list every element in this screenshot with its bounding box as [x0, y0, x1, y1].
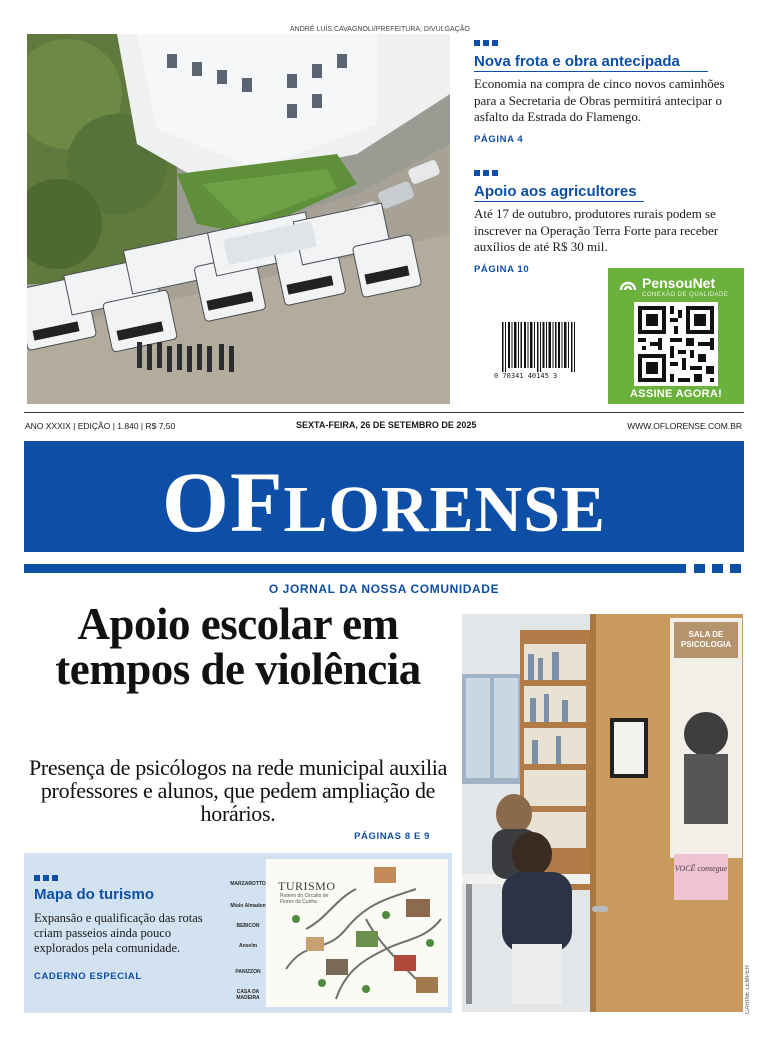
side-story-body: Até 17 de outubro, produtores rurais podem se inscrever na Operação Terra Forte para receber auxílios de até R$ 30 mil. — [474, 206, 719, 254]
edition-info: ANO XXXIX | EDIÇÃO | 1.840 | R$ 7,50 — [25, 421, 176, 431]
subscription-ad[interactable] — [608, 268, 744, 404]
trucks-photo-illustration — [27, 34, 450, 404]
photo-credit: ANDRÉ LUÍS CAVAGNOLI/PREFEITURA, DIVULGAÇÃO — [290, 26, 470, 33]
side-story-title[interactable]: Apoio aos agricultores — [474, 183, 637, 200]
qr-code[interactable] — [634, 302, 718, 386]
title-letter-f: F — [229, 454, 284, 550]
title-rest: LORENSE — [283, 473, 606, 546]
main-headline[interactable]: Apoio escolar em tempos de violência — [55, 599, 421, 694]
title-letter-o: O — [162, 454, 230, 550]
sponsor-logo: PANIZZON — [235, 969, 261, 975]
website-link[interactable]: WWW.OFLORENSE.COM.BR — [627, 421, 742, 431]
tourism-map[interactable] — [266, 859, 448, 1007]
tourism-page-link[interactable]: CADERNO ESPECIAL — [34, 971, 142, 982]
sponsor-logo: Miolo Almaden — [230, 903, 266, 909]
door-card-text: VOCÊ consegue — [674, 864, 728, 873]
newspaper-title — [24, 452, 744, 552]
sponsor-logo: Anselm — [238, 943, 258, 949]
side-story-body: Economia na compra de cinco novos caminhões para a Secretaria de Obras permitirá antecipar o asfalto da Estrada do Flamengo. — [474, 76, 725, 124]
side-story-title[interactable]: Nova frota e obra antecipada — [474, 53, 680, 70]
sponsor-logo: MARZAROTTO — [230, 881, 266, 887]
slogan: O JORNAL DA NOSSA COMUNIDADE — [268, 582, 500, 596]
subscribe-cta[interactable]: ASSINE AGORA! — [629, 388, 723, 400]
map-subtitle: Roteiro do Circuito de Flores da Cunha — [280, 893, 329, 905]
brand-name: PensouNet — [642, 275, 716, 291]
sponsor-logo: CASA DA MADEIRA — [236, 989, 260, 1001]
masthead-bar — [24, 564, 686, 573]
side-story-page-link[interactable]: PÁGINA 10 — [474, 264, 530, 275]
tourism-section[interactable] — [24, 853, 452, 1013]
tourism-body: Expansão e qualificação das rotas criam passeios ainda pouco explorados pela comunidade. — [34, 911, 203, 955]
section-dots — [474, 40, 498, 46]
tourism-title[interactable]: Mapa do turismo — [34, 886, 155, 903]
psychology-room-illustration — [462, 614, 743, 1012]
barcode — [502, 322, 576, 372]
title-rule — [474, 71, 708, 72]
psychology-room-photo — [462, 614, 743, 1012]
map-title: TURISMO — [278, 879, 336, 893]
sponsor-logo: BEBICON — [236, 923, 260, 929]
section-dots — [474, 170, 498, 176]
barcode-number: 0 70341 40145 3 — [494, 372, 558, 380]
divider — [24, 412, 744, 413]
section-dots — [34, 875, 58, 881]
trucks-photo — [27, 34, 450, 404]
brand-tagline: CONEXÃO DE QUALIDADE — [642, 292, 729, 298]
issue-date: SEXTA-FEIRA, 26 DE SETEMBRO DE 2025 — [296, 420, 477, 430]
main-story-page-link[interactable]: PÁGINAS 8 E 9 — [354, 831, 430, 842]
masthead — [24, 441, 744, 552]
sponsor-logos — [230, 859, 266, 1007]
door-sign-title: SALA DE PSICOLOGIA — [680, 630, 732, 649]
pensounet-logo-icon — [618, 276, 638, 296]
title-rule — [474, 201, 644, 202]
main-deck: Presença de psicólogos na rede municipal auxilia professores e alunos, que pedem ampliação de horários. — [28, 755, 448, 826]
masthead-dots — [694, 564, 741, 573]
side-story-page-link[interactable]: PÁGINA 4 — [474, 134, 524, 145]
photo-credit: CARINE LEMPER — [745, 965, 751, 1015]
